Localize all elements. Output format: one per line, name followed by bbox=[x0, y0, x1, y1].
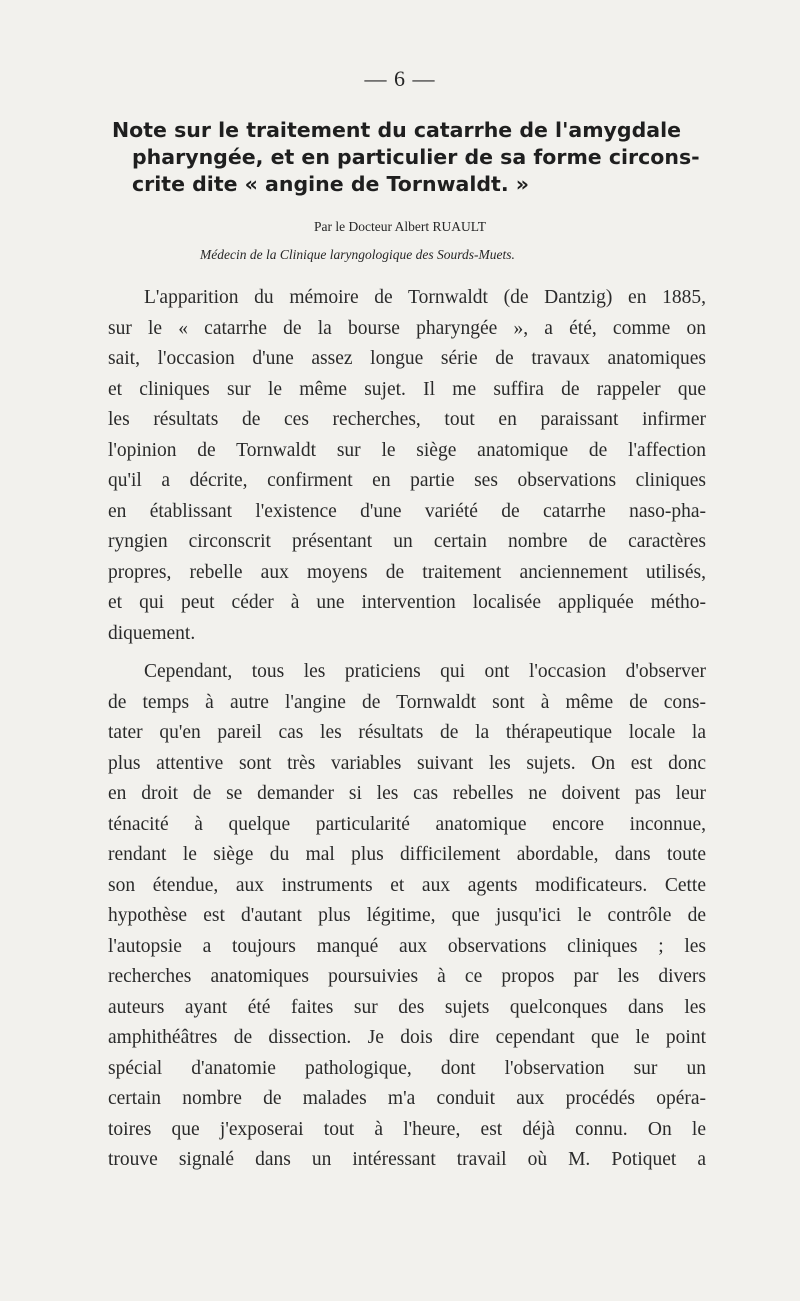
text-line: qu'il a décrite, confirment en partie ses observations cliniques bbox=[108, 470, 706, 491]
text-line: ténacité à quelque particularité anatomique encore inconnue, bbox=[108, 813, 706, 835]
text-line: spécial d'anatomie pathologique, dont l'observation sur un bbox=[108, 1057, 706, 1079]
text-line: en droit de se demander si les cas rebelles ne doivent pas leur bbox=[108, 783, 706, 804]
text-line: hypothèse est d'autant plus légitime, que jusqu'ici le contrôle de bbox=[108, 905, 706, 926]
text-line: plus attentive sont très variables suivant les sujets. On est donc bbox=[108, 752, 706, 774]
author-byline: Par le Docteur Albert RUAULT bbox=[314, 219, 486, 234]
text-line: toires que j'exposerai tout à l'heure, est déjà connu. On le bbox=[108, 1118, 706, 1140]
text-line: sait, l'occasion d'une assez longue série de travaux anatomiques bbox=[108, 348, 706, 369]
text-line: diquement. bbox=[108, 622, 196, 644]
text-line: tater qu'en pareil cas les résultats de la thérapeutique locale la bbox=[108, 722, 706, 743]
text-line: l'autopsie a toujours manqué aux observations cliniques ; les bbox=[108, 935, 706, 957]
text-line: certain nombre de malades m'a conduit aux procédés opéra- bbox=[108, 1088, 706, 1109]
text-line: et qui peut céder à une intervention localisée appliquée métho- bbox=[108, 592, 706, 613]
author-affiliation: Médecin de la Clinique laryngologique des Sourds-Muets. bbox=[200, 247, 515, 262]
title-line: Note sur le traitement du catarrhe de l'amygdale bbox=[112, 118, 682, 142]
text-line: auteurs ayant été faites sur des sujets quelconques dans les bbox=[108, 996, 706, 1018]
text-line: L'apparition du mémoire de Tornwaldt (de Dantzig) en 1885, bbox=[144, 287, 706, 308]
text-line: son étendue, aux instruments et aux agents modificateurs. Cette bbox=[108, 874, 706, 896]
text-line: les résultats de ces recherches, tout en paraissant infirmer bbox=[108, 409, 706, 430]
text-line: Cependant, tous les praticiens qui ont l'occasion d'observer bbox=[144, 661, 706, 682]
title-line: pharyngée, et en particulier de sa forme circons- bbox=[132, 145, 700, 169]
text-line: ryngien circonscrit présentant un certain nombre de caractères bbox=[108, 531, 706, 552]
page-number: — 6 — bbox=[364, 66, 436, 91]
paragraph bbox=[108, 657, 706, 1176]
text-line: propres, rebelle aux moyens de traitement anciennement utilisés, bbox=[108, 561, 706, 583]
text-line: l'opinion de Tornwaldt sur le siège anatomique de l'affection bbox=[108, 439, 706, 461]
text-line: en établissant l'existence d'une variété de catarrhe naso-pha- bbox=[108, 500, 706, 522]
text-line: sur le « catarrhe de la bourse pharyngée », a été, comme on bbox=[108, 317, 706, 339]
paragraph bbox=[108, 283, 706, 649]
text-line: trouve signalé dans un intéressant travail où M. Potiquet a bbox=[108, 1149, 706, 1170]
text-line: rendant le siège du mal plus difficilement abordable, dans toute bbox=[108, 844, 706, 865]
text-line: amphithéâtres de dissection. Je dois dire cependant que le point bbox=[108, 1027, 706, 1048]
body-text bbox=[108, 283, 706, 1184]
title-line: crite dite « angine de Tornwaldt. » bbox=[132, 172, 530, 196]
text-line: recherches anatomiques poursuivies à ce propos par les divers bbox=[108, 966, 706, 987]
text-line: de temps à autre l'angine de Tornwaldt sont à même de cons- bbox=[108, 691, 706, 713]
article-title bbox=[112, 117, 712, 198]
text-line: et cliniques sur le même sujet. Il me suffira de rappeler que bbox=[108, 378, 706, 400]
